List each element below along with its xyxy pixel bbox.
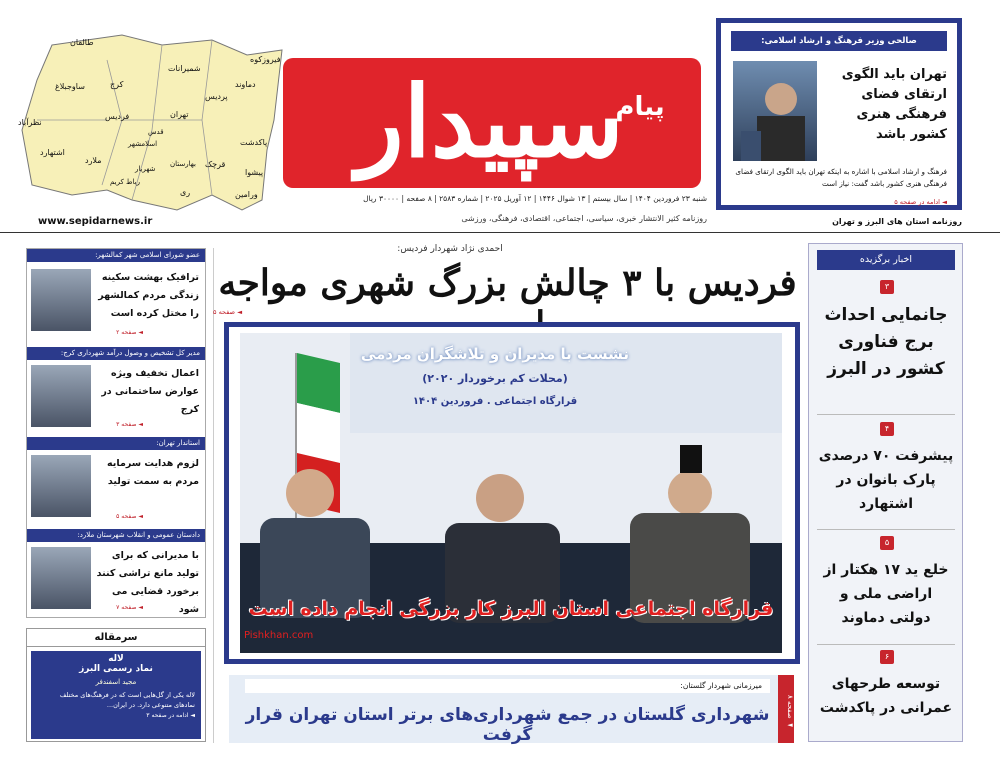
person-photo bbox=[31, 365, 91, 427]
story-title: اعمال تخفیف ویژه عوارض ساختمانی در کرج bbox=[101, 368, 199, 415]
editorial-text: لاله یکی از گل‌هایی است که در فرهنگ‌های مختلف نمادهای متنوعی دارد. در ایران... bbox=[59, 691, 195, 709]
page-badge: ۳ bbox=[880, 280, 894, 294]
map-label: رباط کریم bbox=[110, 178, 140, 186]
page-badge: ۴ bbox=[880, 422, 894, 436]
story-kicker: دادستان عمومی و انقلاب شهرستان ملارد: bbox=[27, 529, 205, 542]
map-label: ساوجبلاغ bbox=[55, 82, 85, 91]
page-ref[interactable]: ◄ صفحه ۳ bbox=[116, 421, 143, 428]
separator bbox=[817, 529, 955, 530]
map-label: شهریار bbox=[135, 165, 156, 173]
bottom-headline: شهرداری گلستان در جمع شهرداری‌های برتر استان تهران قرار گرفت bbox=[245, 705, 770, 745]
featured-news-column bbox=[808, 243, 963, 742]
map-label: قدس bbox=[148, 128, 164, 136]
map-label: پاکدشت bbox=[240, 138, 268, 147]
featured-item[interactable]: خلع ید ۱۷ هکتار از اراضی ملی و دولتی دماوند bbox=[823, 562, 949, 626]
page-ref[interactable]: ◄ صفحه ۲ bbox=[116, 329, 143, 336]
featured-header: اخبار برگزیده bbox=[817, 250, 955, 270]
story-title: لزوم هدایت سرمایه مردم به سمت تولید bbox=[107, 458, 199, 487]
left-news-column bbox=[26, 248, 206, 618]
story-continue[interactable]: ◄ ادامه در صفحه ۵ bbox=[894, 198, 947, 206]
info-strip bbox=[0, 215, 1000, 233]
masthead-title: سپیدار bbox=[356, 65, 624, 180]
separator bbox=[817, 644, 955, 645]
featured-item[interactable]: توسعه طرحهای عمرانی در پاکدشت bbox=[819, 676, 953, 716]
story-kicker: عضو شورای اسلامی شهر کمالشهر: bbox=[27, 249, 205, 262]
map-label: ورامین bbox=[235, 190, 258, 199]
map-label: فردیس bbox=[105, 112, 130, 121]
story-title: ترافیک بهشت سکینه زندگی مردم کمالشهر را مختل کرده است bbox=[98, 272, 199, 319]
watermark: Pishkhan.com bbox=[244, 630, 314, 641]
page-ref[interactable]: ◄ صفحه ۵ bbox=[213, 308, 243, 316]
map-label: پردیس bbox=[205, 92, 228, 101]
person-photo bbox=[31, 269, 91, 331]
featured-item[interactable]: پیشرفت ۷۰ درصدی پارک بانوان در اشتهارد bbox=[818, 448, 954, 512]
map-label: اشتهارد bbox=[40, 148, 65, 157]
banner-line-2: (محلات کم برخوردار ۲۰۲۰) bbox=[422, 372, 568, 385]
page-badge: ۵ bbox=[880, 536, 894, 550]
editorial-box[interactable] bbox=[26, 628, 206, 742]
page-ref[interactable]: ◄ صفحه ۵ bbox=[116, 513, 143, 520]
subline: روزنامه کثیر الانتشار خبری، سیاسی، اجتماعی، اقتصادی، فرهنگی، ورزشی bbox=[461, 214, 707, 223]
page-badge: ۶ bbox=[880, 650, 894, 664]
map-label: فیروزکوه bbox=[250, 55, 281, 64]
separator bbox=[817, 414, 955, 415]
editorial-body bbox=[31, 651, 201, 739]
editorial-continue[interactable]: ◄ ادامه در صفحه ۳ bbox=[146, 712, 195, 719]
banner-line-1: نشست با مدیران و تلاشگران مردمی bbox=[360, 345, 630, 363]
person-photo bbox=[31, 455, 91, 517]
story-kicker: استاندار تهران: bbox=[27, 437, 205, 450]
page-ref[interactable]: ◄ صفحه ۷ bbox=[116, 604, 143, 611]
person-photo bbox=[31, 547, 91, 609]
map-label: طالقان bbox=[70, 38, 94, 47]
column-divider bbox=[213, 248, 214, 743]
region-label: روزنامه استان های البرز و تهران bbox=[832, 217, 962, 226]
featured-item[interactable]: جانمایی احداث برج فناوری کشور در البرز bbox=[824, 305, 948, 379]
minister-photo bbox=[733, 61, 817, 161]
banner-line-3: قرارگاه اجتماعی . فروردین ۱۴۰۴ bbox=[412, 396, 578, 407]
page-ref[interactable]: ◄ صفحه ۸ bbox=[778, 675, 794, 743]
photo-caption: قرارگاه اجتماعی استان البرز کار بزرگی انجام داده است bbox=[248, 598, 774, 620]
bottom-story[interactable] bbox=[229, 675, 794, 743]
editorial-subtitle: نماد رسمی البرز bbox=[79, 664, 153, 674]
map-label: قرچک bbox=[205, 160, 226, 169]
map-label: کرج bbox=[110, 80, 124, 89]
map-label: اسلامشهر bbox=[128, 140, 158, 148]
story-title: تهران باید الگوی ارتقای فضای فرهنگی هنری کشور باشد bbox=[841, 67, 947, 142]
map-label: ملارد bbox=[85, 156, 102, 165]
map-label: ری bbox=[180, 188, 191, 197]
story-kicker: صالحی وزیر فرهنگ و ارشاد اسلامی: bbox=[731, 31, 947, 51]
dateline: شنبه ۲۳ فروردین ۱۴۰۴ | سال بیستم | ۱۳ شوال ۱۴۴۶ | ۱۲ آوریل ۲۰۲۵ | شماره ۲۵۸۳ | ۸ صفحه | ۳۰۰۰۰ ریال bbox=[363, 194, 707, 203]
top-right-story[interactable] bbox=[716, 18, 962, 210]
editorial-title: لاله bbox=[108, 654, 124, 664]
main-headline[interactable]: فردیس با ۳ چالش بزرگ شهری مواجه bbox=[218, 262, 797, 304]
editorial-author: مجید اسفندفر bbox=[95, 678, 137, 686]
website-link[interactable]: www.sepidarnews.ir bbox=[38, 216, 153, 227]
story-body: فرهنگ و ارشاد اسلامی با اشاره به اینکه تهران باید الگوی ارتقای فضای فرهنگی هنری کشور باشد گفت: نیاز است bbox=[735, 167, 947, 188]
masthead-prefix: پیام bbox=[615, 92, 665, 122]
province-map bbox=[12, 10, 287, 215]
map-label: بهارستان bbox=[170, 160, 196, 168]
map-label: پیشوا bbox=[245, 168, 264, 177]
editorial-header: سرمقاله bbox=[27, 629, 205, 647]
main-kicker: احمدی نژاد شهردار فردیس: bbox=[397, 244, 503, 254]
story-title: با مدیرانی که برای تولید مانع تراشی کنند برخورد قضایی می شود bbox=[96, 550, 199, 615]
bottom-kicker: میرزمانی شهردار گلستان: bbox=[245, 679, 770, 693]
map-label: نظرآباد bbox=[18, 118, 42, 127]
map-label: تهران bbox=[170, 110, 189, 119]
map-label: دماوند bbox=[235, 80, 256, 89]
story-kicker: مدیر کل تشخیص و وصول درآمد شهرداری کرج: bbox=[27, 347, 205, 360]
map-label: شمیرانات bbox=[168, 64, 201, 73]
